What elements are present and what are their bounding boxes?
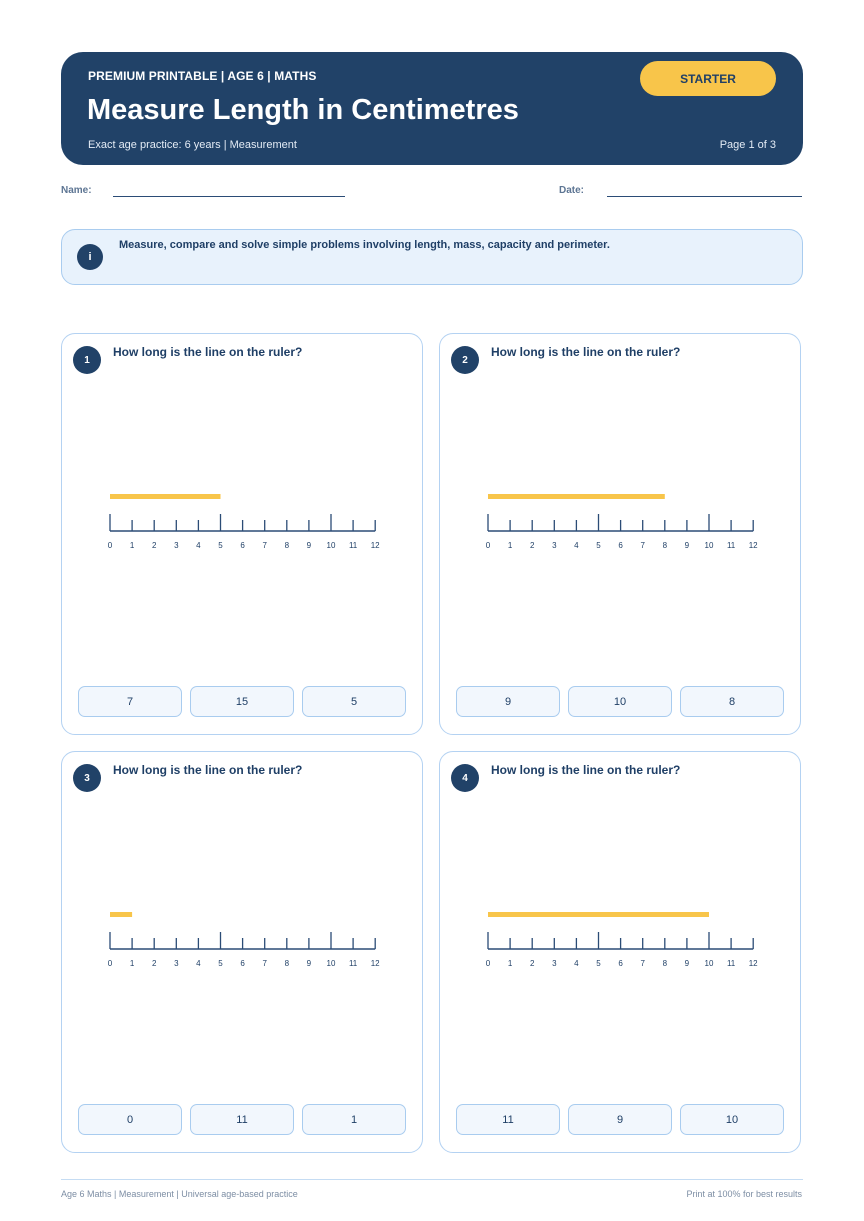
ruler-tick-label: 6 [240,959,245,968]
ruler-tick-label: 8 [284,959,290,968]
ruler-figure [102,902,392,972]
answer-option[interactable]: 1 [302,1104,406,1135]
question-number: 3 [73,764,101,792]
ruler-tick-label: 3 [552,541,557,550]
ruler-tick-label: 4 [196,959,201,968]
answer-option[interactable]: 0 [78,1104,182,1135]
measured-line [488,912,709,917]
ruler-tick-label: 11 [348,959,358,968]
worksheet-header [61,52,803,165]
ruler-tick-label: 6 [240,541,245,550]
ruler-tick-label: 7 [640,959,645,968]
question-text: How long is the line on the ruler? [491,345,681,359]
ruler-tick-label: 3 [174,959,179,968]
ruler-tick-label: 2 [529,959,535,968]
name-field[interactable] [113,196,345,197]
ruler-tick-label: 5 [218,541,223,550]
answer-option[interactable]: 8 [680,686,784,717]
ruler-tick-label: 2 [151,541,157,550]
question-number: 1 [73,346,101,374]
ruler-tick-label: 4 [574,959,579,968]
ruler-tick-label: 9 [684,959,690,968]
ruler-tick-label: 9 [306,959,312,968]
answer-option[interactable]: 11 [456,1104,560,1135]
answer-option[interactable]: 15 [190,686,294,717]
info-icon: i [77,244,103,270]
question-card [439,751,801,1153]
ruler-tick-label: 12 [370,541,380,550]
answer-option[interactable]: 10 [568,686,672,717]
footer-right-text: Print at 100% for best results [686,1189,802,1199]
ruler-tick-label: 8 [284,541,290,550]
ruler-tick-label: 0 [485,541,491,550]
question-text: How long is the line on the ruler? [113,345,303,359]
ruler-figure [102,484,392,554]
ruler-tick-label: 4 [574,541,579,550]
ruler-tick-label: 10 [326,541,336,550]
ruler-figure [480,902,770,972]
ruler-tick-label: 7 [262,959,267,968]
level-badge: STARTER [640,61,776,96]
ruler-tick-label: 1 [507,959,513,968]
ruler-tick-label: 5 [596,959,601,968]
ruler-tick-label: 12 [748,541,758,550]
ruler-tick-label: 1 [129,541,135,550]
answer-option[interactable]: 10 [680,1104,784,1135]
ruler-tick-label: 0 [107,541,113,550]
question-text: How long is the line on the ruler? [113,763,303,777]
ruler-tick-label: 7 [640,541,645,550]
header-subtitle: Exact age practice: 6 years | Measurement [88,139,297,151]
question-text: How long is the line on the ruler? [491,763,681,777]
question-card [61,751,423,1153]
ruler-figure [480,484,770,554]
ruler-tick-label: 2 [151,959,157,968]
ruler-tick-label: 12 [370,959,380,968]
answer-option[interactable]: 11 [190,1104,294,1135]
ruler-tick-label: 0 [107,959,113,968]
footer-left-text: Age 6 Maths | Measurement | Universal age-based practice [61,1189,298,1199]
answer-option[interactable]: 9 [456,686,560,717]
footer-divider [61,1179,803,1180]
date-field[interactable] [607,196,802,197]
ruler-tick-label: 12 [748,959,758,968]
info-banner [61,229,803,285]
ruler-tick-label: 11 [726,541,736,550]
ruler-tick-label: 10 [326,959,336,968]
ruler-tick-label: 3 [552,959,557,968]
ruler-tick-label: 11 [348,541,358,550]
ruler-tick-label: 1 [507,541,513,550]
ruler-tick-label: 9 [306,541,312,550]
header-kicker: PREMIUM PRINTABLE | AGE 6 | MATHS [88,69,317,83]
question-card [61,333,423,735]
measured-line [488,494,665,499]
ruler-tick-label: 3 [174,541,179,550]
ruler-tick-label: 10 [704,959,714,968]
ruler-tick-label: 4 [196,541,201,550]
measured-line [110,912,132,917]
ruler-tick-label: 9 [684,541,690,550]
page-indicator: Page 1 of 3 [719,139,776,151]
date-label: Date: [559,185,585,196]
ruler-tick-label: 0 [485,959,491,968]
answer-option[interactable]: 9 [568,1104,672,1135]
ruler-tick-label: 8 [662,959,668,968]
ruler-tick-label: 2 [529,541,535,550]
name-label: Name: [61,185,92,196]
question-number: 4 [451,764,479,792]
ruler-tick-label: 1 [129,959,135,968]
ruler-tick-label: 8 [662,541,668,550]
ruler-tick-label: 6 [618,541,623,550]
ruler-tick-label: 10 [704,541,714,550]
ruler-tick-label: 6 [618,959,623,968]
page-title: Measure Length in Centimetres [87,94,519,126]
ruler-tick-label: 7 [262,541,267,550]
question-card [439,333,801,735]
answer-option[interactable]: 7 [78,686,182,717]
answer-option[interactable]: 5 [302,686,406,717]
question-number: 2 [451,346,479,374]
measured-line [110,494,221,499]
ruler-tick-label: 11 [726,959,736,968]
info-text: Measure, compare and solve simple problems involving length, mass, capacity and perimeter. [119,239,610,251]
ruler-tick-label: 5 [218,959,223,968]
ruler-tick-label: 5 [596,541,601,550]
